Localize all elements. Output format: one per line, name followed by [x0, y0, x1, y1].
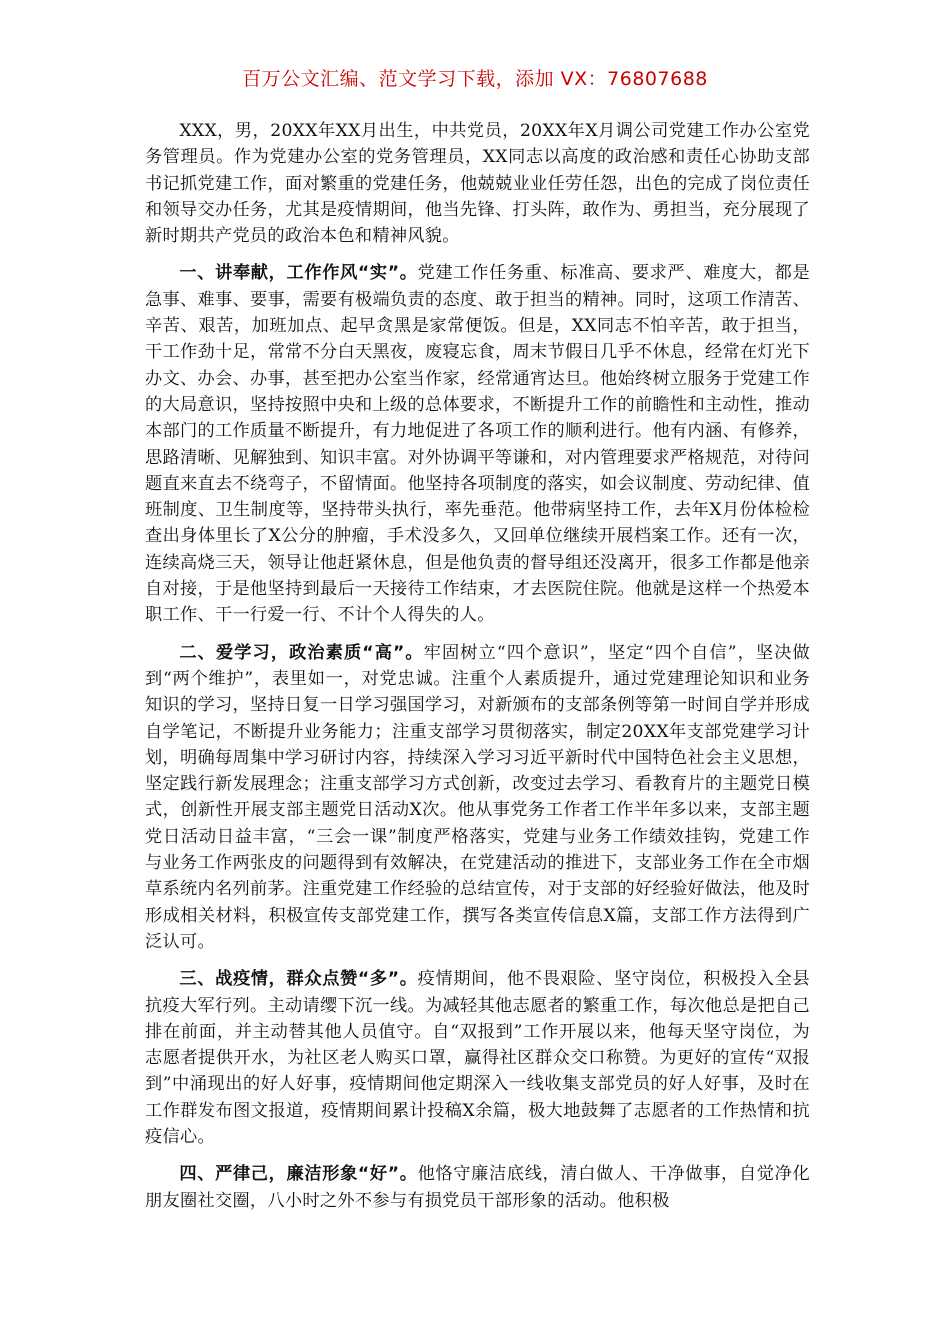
section-3-text: 疫情期间，他不畏艰险、坚守岗位，积极投入全县抗疫大军行列。主动请缨下沉一线。为减轻其他志愿者的繁重工作，每次他总是把自己排在前面，并主动替其他人员值守。自“双报到”工作开展以来，他每天坚守岗位，为志愿者提供开水，为社区老人购买口罩，赢得社区群众交口称赞。为更好的宣传“双报到”中涌现出的好人好事，疫情期间他定期深入一线收集支部党员的好人好事，及时在工作群发布图文报道，疫情期间累计投稿X余篇，极大地鼓舞了志愿者的工作热情和抗疫信心。 — [145, 969, 811, 1147]
section-4-text: 他恪守廉洁底线，清白做人、干净做事，自觉净化朋友圈社交圈，八小时之外不参与有损党员干部形象的活动。他积极 — [145, 1164, 811, 1211]
section-2-heading: 二、爱学习，政治素质“高”。 — [179, 642, 424, 663]
section-3-heading: 三、战疫情，群众点赞“多”。 — [179, 969, 418, 990]
document-body — [145, 118, 810, 1225]
paragraph-section-2 — [145, 640, 810, 956]
watermark-banner: 百万公文汇编、范文学习下载，添加 VX：76807688 — [242, 68, 708, 90]
paragraph-section-1 — [145, 260, 810, 628]
paragraph-intro — [145, 118, 810, 249]
section-1-text: 党建工作任务重、标准高、要求严、难度大，都是急事、难事、要事，需要有极端负责的态度、敢于担当的精神。同时，这项工作清苦、辛苦、艰苦，加班加点、起早贪黑是家常便饭。但是，XX同志不怕辛苦，敢于担当，干工作劲十足，常常不分白天黑夜，废寝忘食，周末节假日几乎不休息，经常在灯光下办文、办会、办事，甚至把办公室当作家，经常通宵达旦。他始终树立服务于党建工作的大局意识，坚持按照中央和上级的总体要求，不断提升工作的前瞻性和主动性，推动本部门的工作质量不断提升，有力地促进了各项工作的顺利进行。他有内涵、有修养，思路清晰、见解独到、知识丰富。对外协调平等谦和，对内管理要求严格规范，对待问题直来直去不绕弯子，不留情面。他坚持各项制度的落实，如会议制度、劳动纪律、值班制度、卫生制度等，坚持带头执行，率先垂范。他带病坚持工作，去年X月份体检检查出身体里长了X公分的肿瘤，手术没多久，又回单位继续开展档案工作。还有一次，连续高烧三天，领导让他赶紧休息，但是他负责的督导组还没离开，很多工作都是他亲自对接，于是他坚持到最后一天接待工作结束，才去医院住院。他就是这样一个热爱本职工作、干一行爱一行、不计个人得失的人。 — [145, 263, 811, 626]
paragraph-section-4 — [145, 1161, 810, 1214]
section-4-heading: 四、严律己，廉洁形象“好”。 — [179, 1164, 418, 1185]
paragraph-section-3 — [145, 966, 810, 1150]
paragraph-intro-text: XXX，男，20XX年XX月出生，中共党员，20XX年X月调公司党建工作办公室党务管理员。作为党建办公室的党务管理员，XX同志以高度的政治感和责任心协助支部书记抓党建工作，面对繁重的党建任务，他兢兢业业任劳任怨，出色的完成了岗位责任和领导交办任务，尤其是疫情期间，他当先锋、打头阵，敢作为、勇担当，充分展现了新时期共产党员的政治本色和精神风貌。 — [145, 121, 810, 247]
section-2-text: 牢固树立“四个意识”，坚定“四个自信”，坚决做到“两个维护”，表里如一，对党忠诚。注重个人素质提升，通过党建理论知识和业务知识的学习，坚持日复一日学习强国学习，对新颁布的支部条例等第一时间自学并形成自学笔记，不断提升业务能力；注重支部学习贯彻落实，制定20XX年支部党建学习计划，明确每周集中学习研讨内容，持续深入学习习近平新时代中国特色社会主义思想，坚定践行新发展理念；注重支部学习方式创新，改变过去学习、看教育片的主题党日模式，创新性开展支部主题党日活动X次。他从事党务工作者工作半年多以来，支部主题党日活动日益丰富，“三会一课”制度严格落实，党建与业务工作绩效挂钩，党建工作与业务工作两张皮的问题得到有效解决，在党建活动的推进下，支部业务工作在全市烟草系统内名列前茅。注重党建工作经验的总结宣传，对于支部的好经验好做法，他及时形成相关材料，积极宣传支部党建工作，撰写各类宣传信息X篇，支部工作方法得到广泛认可。 — [145, 642, 810, 952]
section-1-heading: 一、讲奉献，工作作风“实”。 — [179, 263, 418, 284]
